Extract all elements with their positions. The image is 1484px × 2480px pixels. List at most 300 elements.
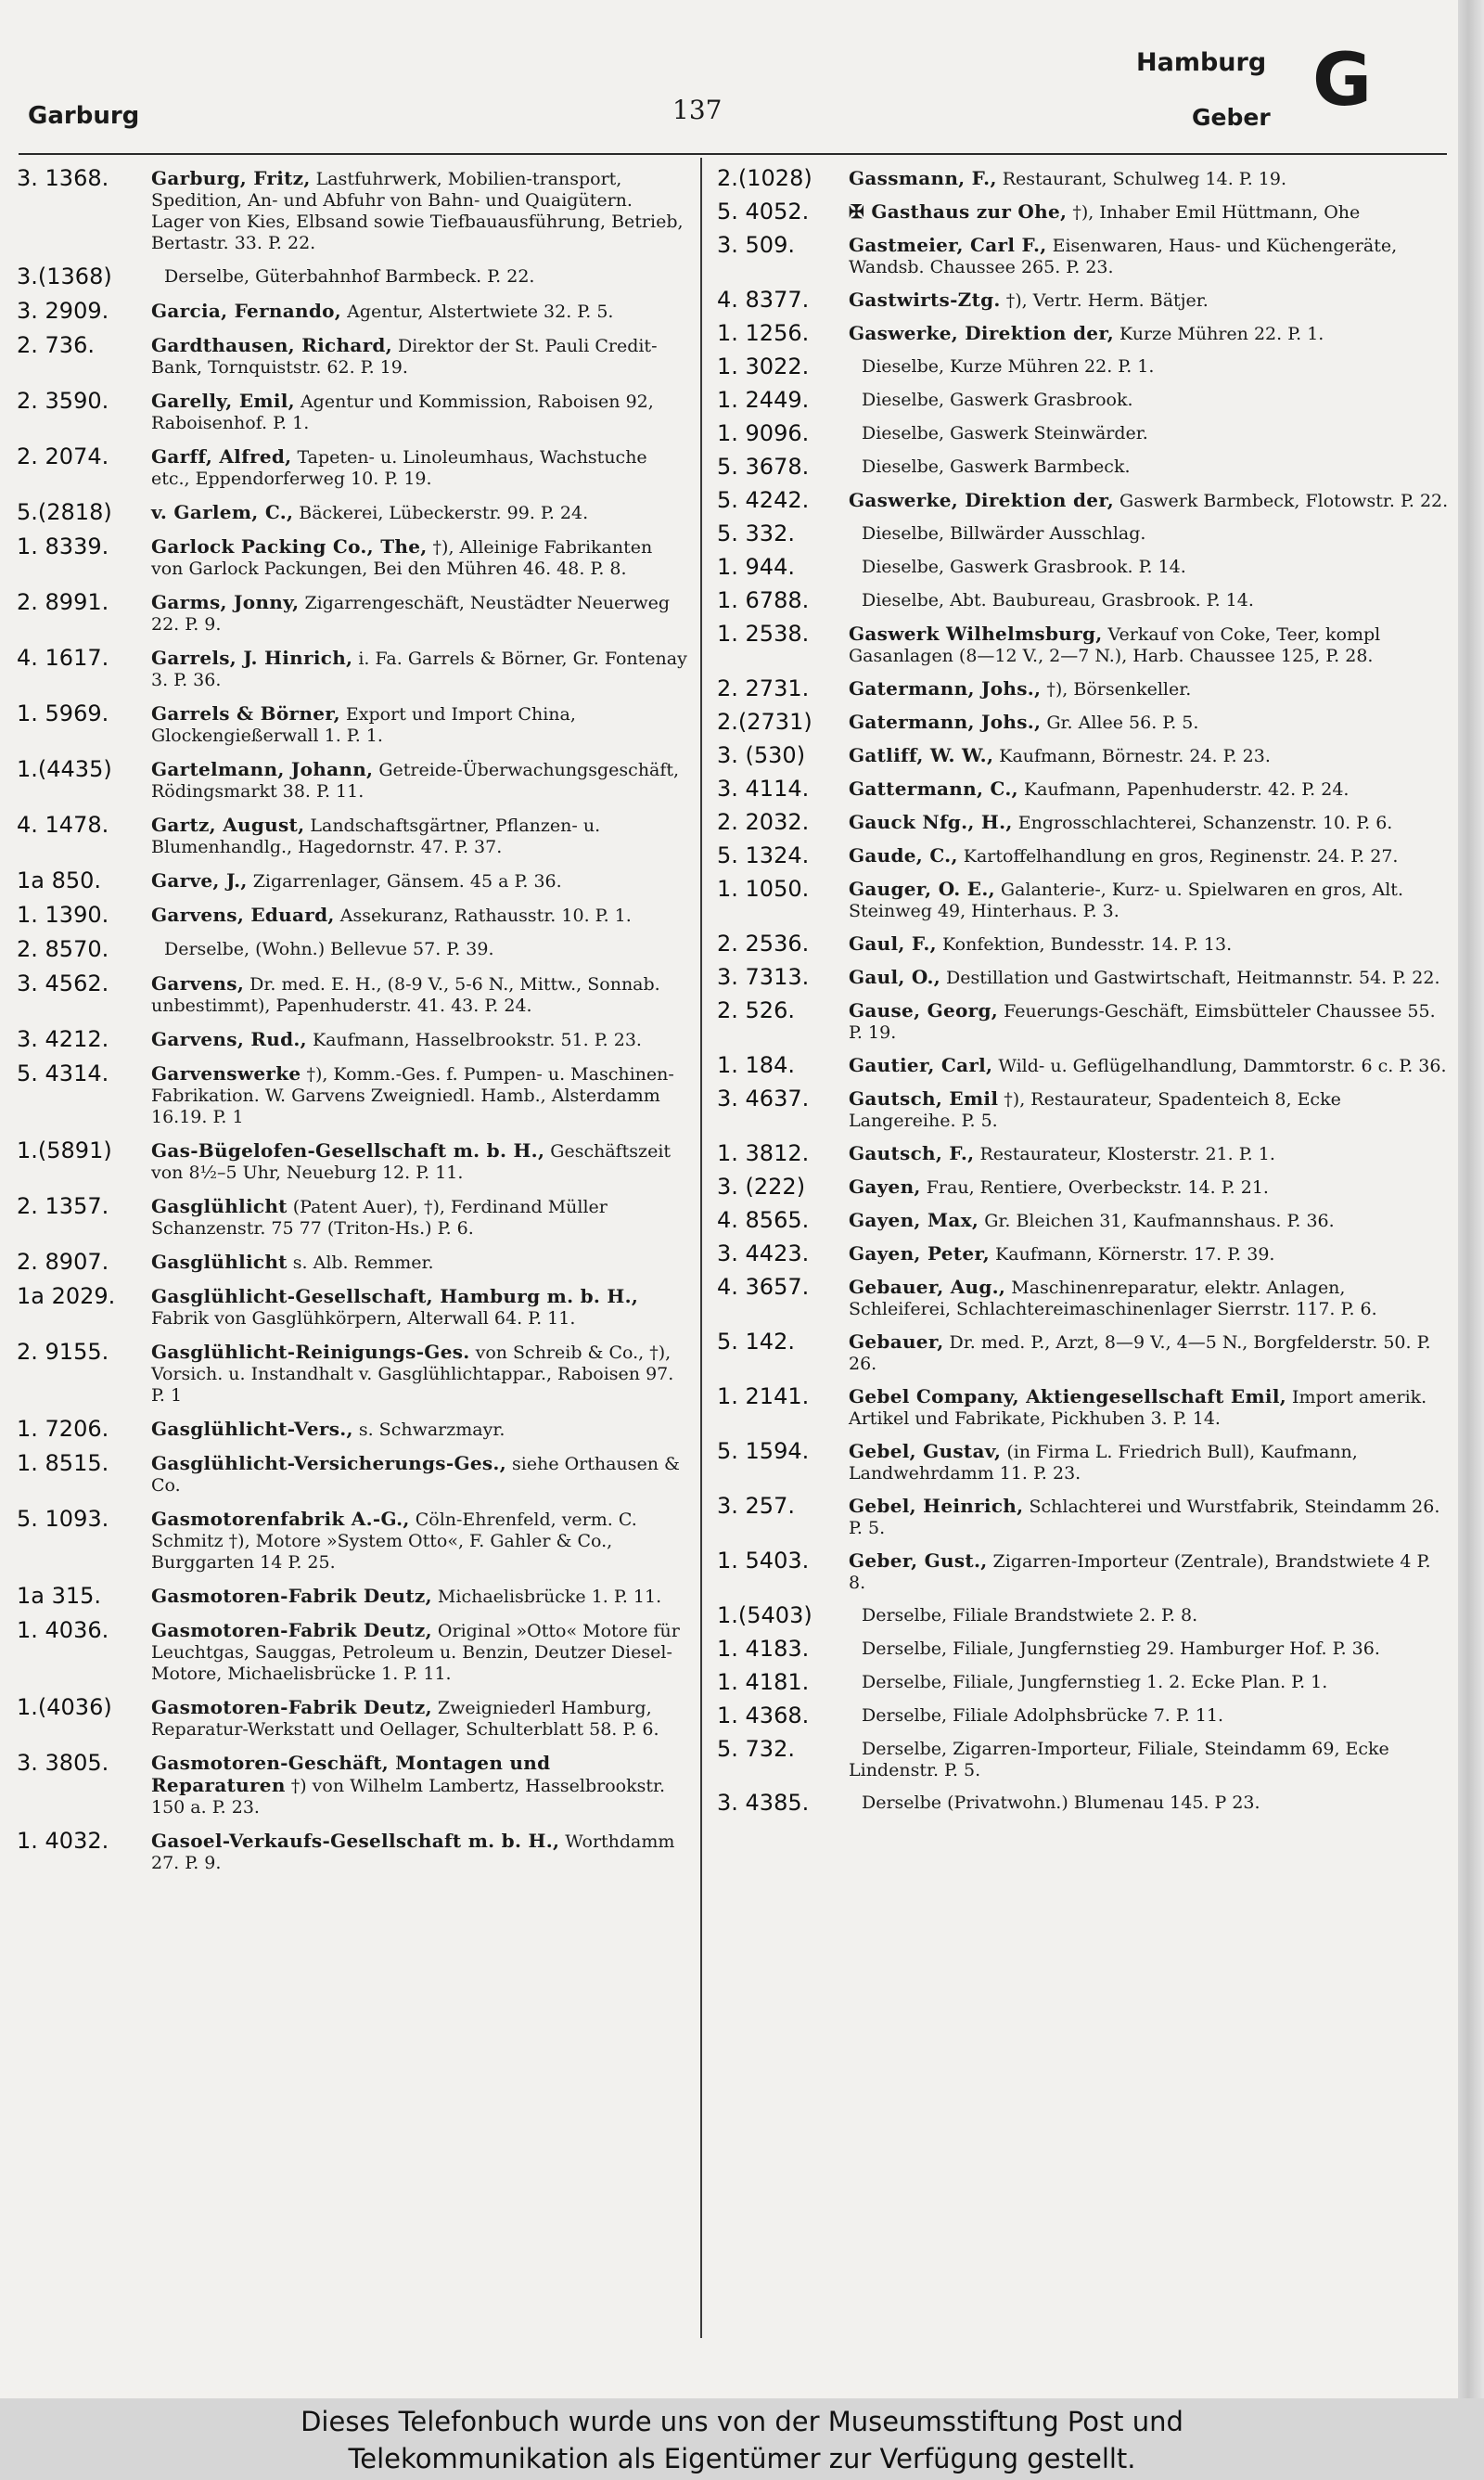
entry-details: Kaufmann, Börnestr. 24. P. 23. xyxy=(999,746,1271,766)
directory-entry xyxy=(717,587,1450,612)
phone-number: 1. 7206. xyxy=(17,1416,109,1442)
subscriber-name: Garelly, Emil, xyxy=(151,390,295,412)
entry-text xyxy=(151,1193,689,1240)
directory-entry xyxy=(17,298,689,323)
phone-number: 3.(1368) xyxy=(17,263,112,289)
running-head-city: Hamburg xyxy=(1136,48,1267,77)
phone-number: 2. 526. xyxy=(717,997,795,1023)
entry-text xyxy=(151,1450,689,1497)
entry-text xyxy=(849,1736,1450,1781)
entry-text xyxy=(849,587,1450,611)
entry-details: Wild- u. Geflügelhandlung, Dammtorstr. 6 c. P. 36. xyxy=(998,1056,1447,1076)
subscriber-name: Garms, Jonny, xyxy=(151,591,300,613)
phone-number: 5. 3678. xyxy=(717,454,810,480)
directory-entry xyxy=(717,520,1450,546)
directory-entry xyxy=(17,1193,689,1240)
phone-number: 3. 257. xyxy=(717,1493,795,1519)
phone-number: 1. 8515. xyxy=(17,1450,109,1476)
directory-entry xyxy=(717,1086,1450,1132)
entry-details: s. Alb. Remmer. xyxy=(292,1253,434,1273)
entry-details: Feuerungs-Geschäft, Eimsbütteler Chaussee 55. P. 19. xyxy=(849,1001,1436,1043)
footer-notice xyxy=(0,2398,1484,2480)
subscriber-name: Gautsch, Emil xyxy=(849,1087,999,1110)
entry-text xyxy=(849,964,1450,989)
footer-line-2: Telekommunikation als Eigentümer zur Verfügung gestellt. xyxy=(348,2443,1136,2474)
entry-details: Worthdamm 27. P. 9. xyxy=(151,1831,675,1873)
phone-number: 1. 8339. xyxy=(17,533,109,559)
phone-number: 1a 2029. xyxy=(17,1283,116,1309)
entry-details: Destillation und Gastwirtschaft, Heitmannstr. 54. P. 22. xyxy=(946,968,1440,988)
subscriber-name: Gautsch, F., xyxy=(849,1142,975,1164)
entry-details: Derselbe (Privatwohn.) Blumenau 145. P 23. xyxy=(862,1793,1260,1813)
directory-entry xyxy=(717,1493,1450,1539)
subscriber-name: Garvens, Eduard, xyxy=(151,904,335,926)
entry-details: Derselbe, Filiale, Jungfernstieg 1. 2. Ecke Plan. P. 1. xyxy=(862,1672,1328,1692)
entry-details: †), Restaurateur, Spadenteich 8, Ecke Langereihe. P. 5. xyxy=(849,1089,1341,1131)
entry-text xyxy=(151,263,689,288)
phone-number: 1a 315. xyxy=(17,1583,102,1609)
phone-number: 5.(2818) xyxy=(17,499,112,525)
entry-text xyxy=(151,533,689,580)
subscriber-name: Gatliff, W. W., xyxy=(849,744,994,766)
entry-text xyxy=(849,1140,1450,1165)
entry-details: Konfektion, Bundesstr. 14. P. 13. xyxy=(941,934,1233,955)
subscriber-name: Gasmotoren-Fabrik Deutz, xyxy=(151,1585,432,1607)
section-letter: G xyxy=(1312,39,1373,122)
directory-entry xyxy=(717,1636,1450,1661)
entry-text xyxy=(151,499,689,524)
entry-text xyxy=(849,1207,1450,1232)
subscriber-name: Gauger, O. E., xyxy=(849,878,995,900)
entry-text xyxy=(849,287,1450,312)
entry-details: Zigarrenlager, Gänsem. 45 a P. 36. xyxy=(252,871,562,892)
entry-details: Michaelisbrücke 1. P. 11. xyxy=(437,1587,662,1607)
entry-details: Export und Import China, Glockengießerwall 1. P. 1. xyxy=(151,704,576,746)
subscriber-name: Garff, Alfred, xyxy=(151,445,292,468)
entry-details: Dieselbe, Billwärder Ausschlag. xyxy=(862,523,1146,544)
entry-details: Derselbe, Zigarren-Importeur, Filiale, Steindamm 69, Ecke Lindenstr. P. 5. xyxy=(849,1739,1389,1780)
directory-entry xyxy=(717,931,1450,956)
subscriber-name: Gaswerke, Direktion der, xyxy=(849,489,1114,511)
directory-entry xyxy=(717,742,1450,767)
subscriber-name: Geber, Gust., xyxy=(849,1549,988,1572)
entry-details: Cöln-Ehrenfeld, verm. C. Schmitz †), Motore »System Otto«, F. Gahler & Co., Burggarten 14 P. 25. xyxy=(151,1510,637,1573)
entry-details: †), Inhaber Emil Hüttmann, Ohe xyxy=(1072,202,1361,223)
phone-number: 4. 3657. xyxy=(717,1274,810,1300)
entry-text xyxy=(849,675,1450,700)
phone-number: 1.(5891) xyxy=(17,1137,112,1163)
entry-details: (in Firma L. Friedrich Bull), Kaufmann, Landwehrdamm 11. P. 23. xyxy=(849,1442,1358,1484)
directory-entry xyxy=(717,1790,1450,1815)
subscriber-name: Gebel, Heinrich, xyxy=(849,1495,1024,1517)
subscriber-name: Gasglühlicht xyxy=(151,1195,288,1217)
entry-text xyxy=(849,454,1450,478)
subscriber-name: Garvens, xyxy=(151,972,245,995)
phone-number: 1. 184. xyxy=(717,1052,795,1078)
directory-entry xyxy=(17,1249,689,1274)
entry-text xyxy=(849,1790,1450,1814)
directory-entry xyxy=(717,454,1450,479)
subscriber-name: Gastmeier, Carl F., xyxy=(849,234,1047,256)
subscriber-name: Gasglühlicht xyxy=(151,1251,288,1273)
directory-entry xyxy=(17,1339,689,1407)
subscriber-name: Gayen, Max, xyxy=(849,1209,979,1231)
directory-entry xyxy=(717,842,1450,867)
entry-text xyxy=(849,1669,1450,1693)
directory-entry xyxy=(17,165,689,254)
phone-number: 3. 4562. xyxy=(17,970,109,996)
entry-text xyxy=(849,876,1450,922)
phone-number: 5. 4052. xyxy=(717,199,810,225)
entry-text xyxy=(849,165,1450,190)
phone-number: 1. 1256. xyxy=(717,320,810,346)
subscriber-name: Gartelmann, Johann, xyxy=(151,758,374,780)
entry-details: Derselbe, Filiale, Jungfernstieg 29. Hamburger Hof. P. 36. xyxy=(862,1638,1380,1659)
subscriber-name: Gauck Nfg., H., xyxy=(849,811,1013,833)
phone-number: 4. 8377. xyxy=(717,287,810,313)
entry-details: Eisenwaren, Haus- und Küchengeräte, Wandsb. Chaussee 265. P. 23. xyxy=(849,236,1398,277)
directory-entry xyxy=(717,997,1450,1044)
directory-entry xyxy=(17,1694,689,1741)
entry-text xyxy=(151,936,689,960)
phone-number: 5. 142. xyxy=(717,1329,795,1355)
subscriber-name: Gaul, F., xyxy=(849,932,937,955)
directory-entry xyxy=(17,1583,689,1608)
entry-text xyxy=(151,298,689,323)
directory-entry xyxy=(17,812,689,858)
entry-details: i. Fa. Garrels & Börner, Gr. Fontenay 3. P. 36. xyxy=(151,649,687,690)
subscriber-name: Gaude, C., xyxy=(849,844,958,867)
entry-details: †), Vertr. Herm. Bätjer. xyxy=(1005,290,1209,311)
entry-text xyxy=(849,487,1450,512)
running-head-left: Garburg xyxy=(28,102,140,130)
phone-number: 1. 4032. xyxy=(17,1828,109,1854)
directory-entry xyxy=(717,1703,1450,1728)
phone-number: 3. 4212. xyxy=(17,1026,109,1052)
entry-text xyxy=(151,1583,689,1608)
phone-number: 3. 3805. xyxy=(17,1750,109,1776)
entry-details: Tapeten- u. Linoleumhaus, Wachstuche etc., Eppendorferweg 10. P. 19. xyxy=(151,447,647,489)
phone-number: 2.(2731) xyxy=(717,709,812,735)
header-rule xyxy=(19,153,1447,155)
directory-entry xyxy=(17,1750,689,1818)
directory-entry xyxy=(717,876,1450,922)
entry-text xyxy=(151,388,689,434)
entry-text xyxy=(151,1283,689,1330)
directory-entry xyxy=(17,936,689,961)
entry-text xyxy=(849,842,1450,867)
directory-entry xyxy=(17,1137,689,1184)
entry-details: von Schreib & Co., †), Vorsich. u. Instandhalt v. Gasglühlichtappar., Raboisen 97. P. 1 xyxy=(151,1343,674,1406)
entry-details: Galanterie-, Kurz- u. Spielwaren en gros, Alt. Steinweg 49, Hinterhaus. P. 3. xyxy=(849,880,1403,921)
phone-number: 5. 1324. xyxy=(717,842,810,868)
phone-number: 2. 2536. xyxy=(717,931,810,957)
entry-details: Geschäftszeit von 8½–5 Uhr, Neueburg 12. P. 11. xyxy=(151,1141,672,1183)
phone-number: 1. 3812. xyxy=(717,1140,810,1166)
directory-entry xyxy=(717,387,1450,412)
entry-details: Derselbe, Güterbahnhof Barmbeck. P. 22. xyxy=(164,266,535,287)
phone-number: 1. 944. xyxy=(717,554,795,580)
entry-details: Maschinenreparatur, elektr. Anlagen, Schleiferei, Schlachtereimaschinenlager Sierrstr. 117. P. 6. xyxy=(849,1278,1377,1319)
entry-text xyxy=(849,1274,1450,1320)
phone-number: 3. (530) xyxy=(717,742,806,768)
entry-details: Dieselbe, Gaswerk Grasbrook. P. 14. xyxy=(862,557,1186,577)
subscriber-name: Gebauer, xyxy=(849,1330,944,1353)
phone-number: 3. 509. xyxy=(717,232,795,258)
entry-details: Verkauf von Coke, Teer, kompl Gasanlagen (8—12 V., 2—7 N.), Harb. Chaussee 125, P. 28. xyxy=(849,624,1381,666)
entry-text xyxy=(849,1438,1450,1484)
subscriber-name: Gastwirts-Ztg. xyxy=(849,289,1001,311)
directory-entry xyxy=(717,1669,1450,1694)
phone-number: 1.(4036) xyxy=(17,1694,112,1720)
running-head-range-end: Geber xyxy=(1192,104,1271,131)
entry-text xyxy=(151,1026,689,1051)
subscriber-name: Garcia, Fernando, xyxy=(151,300,342,322)
phone-number: 2. 8991. xyxy=(17,589,109,615)
directory-entry xyxy=(717,1274,1450,1320)
entry-details: siehe Orthausen & Co. xyxy=(151,1454,680,1496)
entry-details: Dr. med. E. H., (8-9 V., 5-6 N., Mittw., Sonnab. unbestimmt), Papenhuderstr. 41. 43. P. 24. xyxy=(151,974,660,1016)
directory-entry xyxy=(17,756,689,803)
directory-entry xyxy=(717,487,1450,512)
phone-number: 1. 2141. xyxy=(717,1383,810,1409)
entry-details: Import amerik. Artikel und Fabrikate, Pickhuben 3. P. 14. xyxy=(849,1387,1427,1429)
entry-details: Lastfuhrwerk, Mobilien-transport, Spedition, An- und Abfuhr von Bahn- und Quaigütern. Lager von Kies, Elbsand sowie Tiefbauausführung, Betrieb, Bertastr. 33. P. 22. xyxy=(151,169,684,253)
subscriber-name: Garburg, Fritz, xyxy=(151,167,311,189)
entry-details: Agentur und Kommission, Raboisen 92, Raboisenhof. P. 1. xyxy=(151,392,654,433)
subscriber-name: Gasmotoren-Fabrik Deutz, xyxy=(151,1619,432,1641)
entry-details: Engrosschlachterei, Schanzenstr. 10. P. 6. xyxy=(1017,813,1393,833)
page-edge xyxy=(1458,0,1484,2398)
subscriber-name: Gasglühlicht-Vers., xyxy=(151,1418,353,1440)
subscriber-name: Gaswerk Wilhelmsburg, xyxy=(849,623,1103,645)
phone-number: 1. 2538. xyxy=(717,621,810,647)
directory-entry xyxy=(717,1140,1450,1165)
subscriber-name: Gebel Company, Aktiengesellschaft Emil, xyxy=(849,1385,1286,1407)
subscriber-name: Gas-Bügelofen-Gesellschaft m. b. H., xyxy=(151,1139,545,1162)
entry-text xyxy=(151,1137,689,1184)
entry-details: Original »Otto« Motore für Leuchtgas, Sauggas, Petroleum u. Benzin, Deutzer Diesel-Motore, Michaelisbrücke 1. P. 11. xyxy=(151,1621,680,1684)
entry-text xyxy=(849,1240,1450,1266)
subscriber-name: Garvenswerke xyxy=(151,1062,301,1085)
entry-details: Fabrik von Gasglühkörpern, Alterwall 64. P. 11. xyxy=(151,1308,576,1329)
entry-text xyxy=(151,700,689,747)
entry-details: s. Schwarzmayr. xyxy=(358,1420,505,1440)
phone-number: 5. 4242. xyxy=(717,487,810,513)
subscriber-name: Gassmann, F., xyxy=(849,167,997,189)
entry-text xyxy=(849,809,1450,834)
directory-entry xyxy=(17,443,689,490)
entry-details: †), Alleinige Fabrikanten von Garlock Packungen, Bei den Mühren 46. 48. P. 8. xyxy=(151,537,653,579)
phone-number: 2. 2731. xyxy=(717,675,810,701)
phone-number: 3. (222) xyxy=(717,1174,806,1200)
entry-text xyxy=(151,165,689,254)
entry-text xyxy=(849,621,1450,667)
directory-entry xyxy=(17,645,689,691)
directory-entry xyxy=(717,621,1450,667)
phone-number: 3. 1368. xyxy=(17,165,109,191)
subscriber-name: Gebauer, Aug., xyxy=(849,1276,1006,1298)
directory-entry xyxy=(717,1548,1450,1594)
directory-entry xyxy=(717,964,1450,989)
entry-text xyxy=(151,645,689,691)
directory-entry xyxy=(717,1383,1450,1430)
entry-text xyxy=(151,756,689,803)
entry-text xyxy=(849,520,1450,545)
subscriber-name: v. Garlem, C., xyxy=(151,501,294,523)
entry-details: Landschaftsgärtner, Pflanzen- u. Blumenhandlg., Hagedornstr. 47. P. 37. xyxy=(151,816,601,857)
phone-number: 2. 8907. xyxy=(17,1249,109,1275)
phone-number: 3. 4114. xyxy=(717,776,810,802)
phone-number: 1.(5403) xyxy=(717,1602,812,1628)
entry-details: Gr. Allee 56. P. 5. xyxy=(1046,713,1199,733)
entry-details: Dieselbe, Gaswerk Steinwärder. xyxy=(862,423,1148,443)
entry-details: Kaufmann, Papenhuderstr. 42. P. 24. xyxy=(1023,779,1350,800)
entry-details: Gr. Bleichen 31, Kaufmannshaus. P. 36. xyxy=(984,1211,1335,1231)
phone-number: 1. 4183. xyxy=(717,1636,810,1662)
entry-details: Kurze Mühren 22. P. 1. xyxy=(1119,324,1324,344)
subscriber-name: Gasmotoren-Geschäft, Montagen und Reparaturen xyxy=(151,1752,551,1796)
phone-number: 2. 736. xyxy=(17,332,95,358)
phone-number: 1. 9096. xyxy=(717,420,810,446)
entry-text xyxy=(849,554,1450,578)
subscriber-name: Gatermann, Johs., xyxy=(849,677,1042,700)
entry-text xyxy=(151,970,689,1017)
directory-entry xyxy=(17,1416,689,1441)
directory-entry xyxy=(717,554,1450,579)
phone-number: 1. 4368. xyxy=(717,1703,810,1728)
subscriber-name: Gasglühlicht-Gesellschaft, Hamburg m. b. H., xyxy=(151,1285,639,1307)
phone-number: 1. 6788. xyxy=(717,587,810,613)
phone-number: 4. 1478. xyxy=(17,812,109,838)
directory-entry xyxy=(717,232,1450,278)
entry-text xyxy=(849,1636,1450,1660)
phone-number: 1. 4181. xyxy=(717,1669,810,1695)
directory-entry xyxy=(717,1736,1450,1781)
subscriber-name: Gayen, xyxy=(849,1176,921,1198)
subscriber-name: Gaswerke, Direktion der, xyxy=(849,322,1114,344)
phone-number: 3. 2909. xyxy=(17,298,109,324)
entry-details: Dieselbe, Gaswerk Grasbrook. xyxy=(862,390,1133,410)
entry-text xyxy=(151,902,689,927)
phone-number: 1. 3022. xyxy=(717,353,810,379)
entry-details: Dieselbe, Gaswerk Barmbeck. xyxy=(862,456,1131,477)
subscriber-name: Gayen, Peter, xyxy=(849,1242,990,1265)
directory-entry xyxy=(17,533,689,580)
subscriber-name: Gatermann, Johs., xyxy=(849,711,1042,733)
directory-entry xyxy=(717,420,1450,445)
directory-entry xyxy=(17,263,689,289)
entry-details: Derselbe, Filiale Adolphsbrücke 7. P. 11. xyxy=(862,1705,1224,1726)
phone-number: 2.(1028) xyxy=(717,165,812,191)
phone-number: 3. 4637. xyxy=(717,1086,810,1112)
entry-details: Direktor der St. Pauli Credit-Bank, Tornquiststr. 62. P. 19. xyxy=(151,336,658,378)
page-number: 137 xyxy=(672,95,723,125)
directory-entry xyxy=(717,675,1450,700)
subscriber-name: Gause, Georg, xyxy=(849,999,999,1022)
subscriber-name: Gaul, O., xyxy=(849,966,940,988)
directory-entry xyxy=(717,1207,1450,1232)
entry-text xyxy=(849,1052,1450,1077)
entry-details: Zweigniederl Hamburg, Reparatur-Werkstatt und Oellager, Schulterblatt 58. P. 6. xyxy=(151,1698,659,1740)
entry-text xyxy=(849,776,1450,801)
directory-entry xyxy=(717,287,1450,312)
entry-text xyxy=(849,420,1450,444)
directory-entry xyxy=(717,320,1450,345)
directory-entry xyxy=(17,700,689,747)
entry-text xyxy=(151,867,689,893)
phone-number: 3. 7313. xyxy=(717,964,810,990)
subscriber-name: Garlock Packing Co., The, xyxy=(151,535,428,558)
subscriber-name: Gasmotorenfabrik A.-G., xyxy=(151,1508,410,1530)
phone-number: 1. 5969. xyxy=(17,700,109,726)
entry-text xyxy=(849,1548,1450,1594)
entry-text xyxy=(849,320,1450,345)
entry-text xyxy=(151,1339,689,1407)
entry-details: Gaswerk Barmbeck, Flotowstr. P. 22. xyxy=(1119,491,1449,511)
left-column xyxy=(17,165,689,1883)
entry-text xyxy=(151,1416,689,1441)
entry-text xyxy=(151,1694,689,1741)
subscriber-name: Gasglühlicht-Versicherungs-Ges., xyxy=(151,1452,506,1474)
subscriber-name: Garve, J., xyxy=(151,869,248,892)
subscriber-name: Garvens, Rud., xyxy=(151,1028,307,1050)
directory-entry xyxy=(717,1329,1450,1375)
subscriber-name: Garrels & Börner, xyxy=(151,702,340,725)
entry-text xyxy=(849,199,1450,224)
subscriber-name: Garrels, J. Hinrich, xyxy=(151,647,353,669)
entry-text xyxy=(849,387,1450,411)
phone-number: 5. 1093. xyxy=(17,1506,109,1532)
column-divider xyxy=(700,158,702,2338)
phone-number: 1.(4435) xyxy=(17,756,112,782)
entry-details: Getreide-Überwachungsgeschäft, Rödingsmarkt 38. P. 11. xyxy=(151,760,680,802)
entry-text xyxy=(849,1086,1450,1132)
phone-number: 5. 332. xyxy=(717,520,795,546)
entry-text xyxy=(849,353,1450,378)
subscriber-name: Gardthausen, Richard, xyxy=(151,334,392,356)
entry-text xyxy=(849,931,1450,956)
subscriber-name: ✠ Gasthaus zur Ohe, xyxy=(849,200,1068,223)
entry-text xyxy=(151,1617,689,1685)
entry-details: Kaufmann, Körnerstr. 17. P. 39. xyxy=(995,1244,1275,1265)
entry-details: Dieselbe, Kurze Mühren 22. P. 1. xyxy=(862,356,1155,377)
entry-text xyxy=(151,1750,689,1818)
directory-entry xyxy=(17,1283,689,1330)
directory-entry xyxy=(17,589,689,636)
entry-details: Restaurant, Schulweg 14. P. 19. xyxy=(1002,169,1287,189)
entry-details: Schlachterei und Wurstfabrik, Steindamm 26. P. 5. xyxy=(849,1497,1440,1538)
phone-number: 5. 4314. xyxy=(17,1060,109,1086)
entry-text xyxy=(151,1249,689,1274)
directory-entry xyxy=(17,1506,689,1574)
directory-entry xyxy=(717,776,1450,801)
entry-text xyxy=(849,997,1450,1044)
directory-entry xyxy=(17,1828,689,1874)
entry-details: Kaufmann, Hasselbrookstr. 51. P. 23. xyxy=(312,1030,642,1050)
directory-entry xyxy=(17,1060,689,1128)
directory-entry xyxy=(717,165,1450,190)
entry-details: (Patent Auer), †), Ferdinand Müller Schanzenstr. 75 77 (Triton-Hs.) P. 6. xyxy=(151,1197,608,1239)
phone-number: 1. 2449. xyxy=(717,387,810,413)
directory-entry xyxy=(17,1617,689,1685)
directory-entry xyxy=(717,1602,1450,1627)
subscriber-name: Gasglühlicht-Reinigungs-Ges. xyxy=(151,1341,470,1363)
entry-details: Dr. med. P., Arzt, 8—9 V., 4—5 N., Borgfelderstr. 50. P. 26. xyxy=(849,1332,1431,1374)
directory-entry xyxy=(717,353,1450,379)
footer-line-1: Dieses Telefonbuch wurde uns von der Museumsstiftung Post und xyxy=(301,2406,1183,2437)
entry-text xyxy=(849,709,1450,734)
